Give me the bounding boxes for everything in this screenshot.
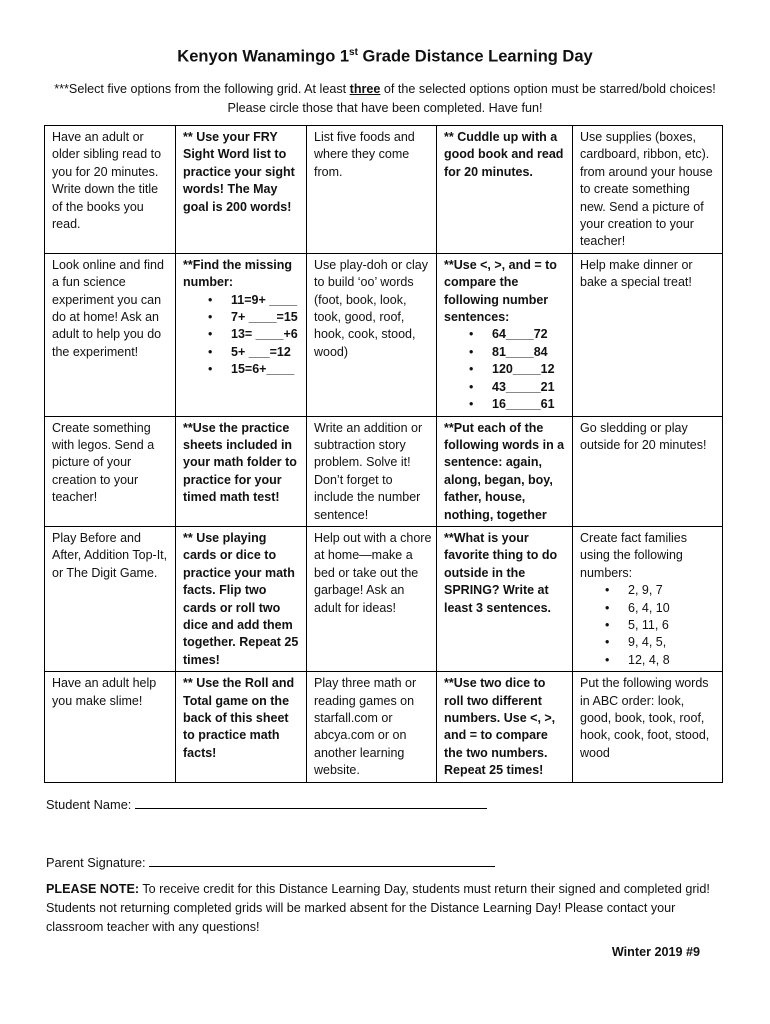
grid-cell[interactable]: Create something with legos. Send a picture of your creation to your teacher! xyxy=(45,416,176,526)
grid-cell-starred[interactable]: ** Use the Roll and Total game on the back of this sheet to practice math facts! xyxy=(176,672,307,782)
instructions xyxy=(50,80,720,118)
list-item: • 7+ ____=15 xyxy=(183,309,302,326)
grid-cell-starred[interactable]: **What is your favorite thing to do outside in the SPRING? Write at least 3 sentences. xyxy=(437,526,573,671)
fact-family-list xyxy=(580,582,718,669)
parent-signature-row xyxy=(46,853,495,870)
student-name-row xyxy=(46,795,487,812)
please-note xyxy=(46,880,726,937)
list-item: • 9, 4, 5, xyxy=(580,634,718,651)
title-rest: Grade Distance Learning Day xyxy=(357,47,593,66)
list-item: • 16_____61 xyxy=(444,396,568,413)
list-item: • 43_____21 xyxy=(444,379,568,396)
grid-row xyxy=(45,126,723,254)
cell-text: **Use <, >, and = to compare the following number sentences: xyxy=(444,257,557,325)
list-item: • 12, 4, 8 xyxy=(580,652,718,669)
grid-cell[interactable]: Help out with a chore at home—make a bed or take out the garbage! Ask an adult for ideas! xyxy=(307,526,437,671)
cell-text: Create fact families using the following numbers: xyxy=(580,530,687,580)
cell-text: **Find the missing number: xyxy=(183,257,293,290)
grid-row xyxy=(45,526,723,671)
grid-cell[interactable]: Have an adult help you make slime! xyxy=(45,672,176,782)
grid-cell[interactable]: Write an addition or subtraction story problem. Solve it! Don’t forget to include the number sentence! xyxy=(307,416,437,526)
footer-label: Winter 2019 #9 xyxy=(611,945,700,959)
grid-cell-starred[interactable]: **Use the practice sheets included in your math folder to practice for your timed math test! xyxy=(176,416,307,526)
note-text: To receive credit for this Distance Learning Day, students must return their signed and completed grid! Students not returning completed grids will be marked absent for the Distance Learning Day! Please contact your classroom teacher with any questions! xyxy=(46,882,710,934)
list-item: • 64____72 xyxy=(444,326,568,343)
compare-number-list xyxy=(444,326,568,413)
instructions-emphasis: three xyxy=(349,82,381,96)
grid-cell[interactable]: Help make dinner or bake a special treat! xyxy=(573,253,723,416)
grid-cell[interactable]: Look online and find a fun science experiment you can do at home! Ask an adult to help you do the experiment! xyxy=(45,253,176,416)
list-item: • 5+ ___=12 xyxy=(183,344,302,361)
note-label: PLEASE NOTE: xyxy=(46,882,140,896)
list-item: • 13= ____+6 xyxy=(183,326,302,343)
list-item: • 2, 9, 7 xyxy=(580,582,718,599)
choice-grid xyxy=(44,125,723,783)
instructions-pre: ***Select five options from the following grid. At least xyxy=(54,82,350,96)
list-item: • 15=6+____ xyxy=(183,361,302,378)
student-name-label: Student Name: xyxy=(46,797,132,812)
list-item: • 6, 4, 10 xyxy=(580,600,718,617)
grid-row xyxy=(45,672,723,782)
grid-cell[interactable]: Have an adult or older sibling read to you for 20 minutes. Write down the title of the books you read. xyxy=(45,126,176,254)
grid-cell-starred[interactable] xyxy=(176,253,307,416)
grid-cell-starred[interactable] xyxy=(437,253,573,416)
grid-cell[interactable]: Play three math or reading games on starfall.com or abcya.com or on another learning website. xyxy=(307,672,437,782)
page-title xyxy=(0,47,770,67)
list-item: • 11=9+ ____ xyxy=(183,292,302,309)
grid-cell[interactable]: Play Before and After, Addition Top-It, or The Digit Game. xyxy=(45,526,176,671)
grid-cell[interactable]: Put the following words in ABC order: look, good, book, took, roof, hook, cook, foot, stood, wood xyxy=(573,672,723,782)
title-main: Kenyon Wanamingo 1 xyxy=(177,47,350,66)
grid-row xyxy=(45,416,723,526)
grid-cell[interactable] xyxy=(573,526,723,671)
grid-cell[interactable]: Use play-doh or clay to build ‘oo’ words (foot, book, look, took, good, roof, hook, cook, stood, wood) xyxy=(307,253,437,416)
missing-number-list xyxy=(183,292,302,379)
grid-cell[interactable]: Use supplies (boxes, cardboard, ribbon, etc). from around your house to create something new. Send a picture of your creation to your teacher! xyxy=(573,126,723,254)
parent-signature-field[interactable] xyxy=(149,853,495,867)
grid-cell-starred[interactable]: ** Use playing cards or dice to practice your math facts. Flip two cards or roll two dice and add them together. Repeat 25 times! xyxy=(176,526,307,671)
grid-cell-starred[interactable]: **Use two dice to roll two different numbers. Use <, >, and = to compare the two numbers. Repeat 25 times! xyxy=(437,672,573,782)
list-item: • 5, 11, 6 xyxy=(580,617,718,634)
grid-cell-starred[interactable]: ** Use your FRY Sight Word list to practice your sight words! The May goal is 200 words! xyxy=(176,126,307,254)
grid-cell[interactable]: Go sledding or play outside for 20 minutes! xyxy=(573,416,723,526)
grid-cell-starred[interactable]: ** Cuddle up with a good book and read for 20 minutes. xyxy=(437,126,573,254)
grid-cell-starred[interactable]: **Put each of the following words in a sentence: again, along, began, boy, father, house, nothing, together xyxy=(437,416,573,526)
instructions-post: of the selected options option must be starred/bold choices! Please circle those that have been completed. Have fun! xyxy=(227,82,716,115)
grid-row xyxy=(45,253,723,416)
grid-cell[interactable]: List five foods and where they come from. xyxy=(307,126,437,254)
parent-signature-label: Parent Signature: xyxy=(46,855,146,870)
title-sup: st xyxy=(349,47,358,58)
student-name-field[interactable] xyxy=(135,795,487,809)
list-item: • 81____84 xyxy=(444,344,568,361)
list-item: • 120____12 xyxy=(444,361,568,378)
